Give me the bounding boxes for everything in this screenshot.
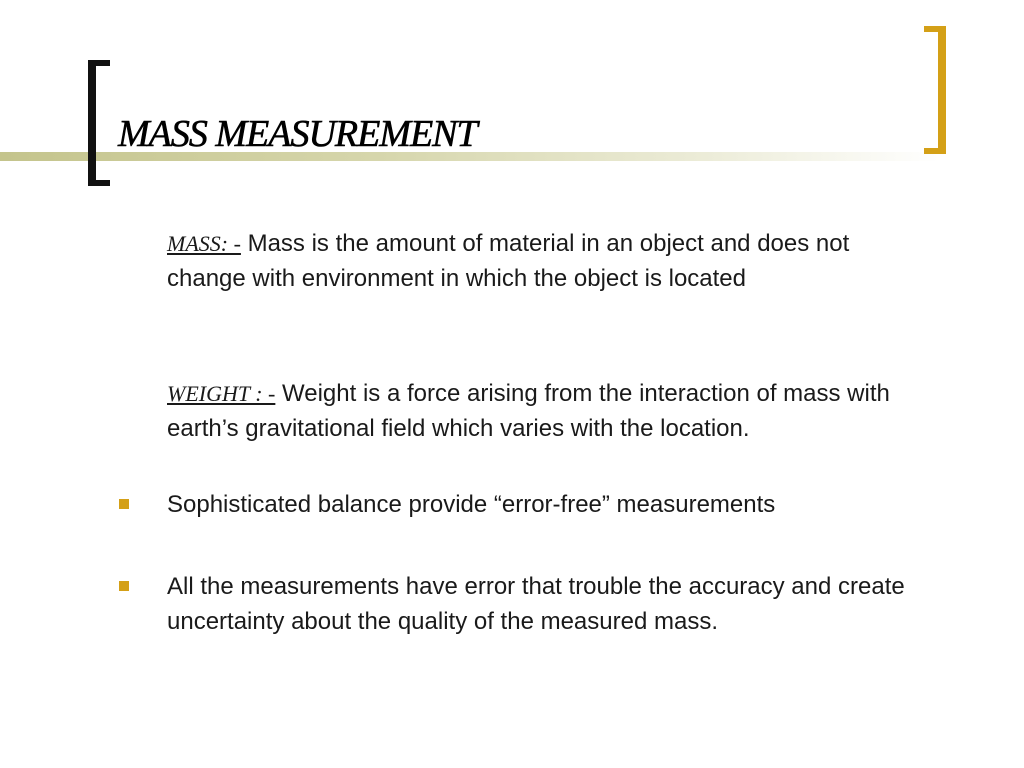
square-bullet-icon — [119, 499, 129, 509]
weight-definition — [167, 376, 907, 446]
square-bullet-icon — [119, 581, 129, 591]
weight-term: WEIGHT : - — [167, 381, 276, 406]
mass-definition — [167, 226, 907, 296]
weight-definition-text: Weight is a force arising from the interaction of mass with earth’s gravitational field which varies with the location. — [167, 380, 890, 442]
bullet-text: All the measurements have error that trouble the accuracy and create uncertainty about the quality of the measured mass. — [167, 573, 905, 635]
bullet-text: Sophisticated balance provide “error-free” measurements — [167, 491, 776, 518]
left-bracket-icon — [88, 60, 110, 186]
mass-term: MASS: - — [167, 231, 241, 256]
slide-title: MASS MEASUREMENT — [118, 113, 477, 155]
mass-definition-text: Mass is the amount of material in an object and does not change with environment in which the object is located — [167, 230, 850, 292]
right-bracket-icon — [924, 26, 946, 154]
